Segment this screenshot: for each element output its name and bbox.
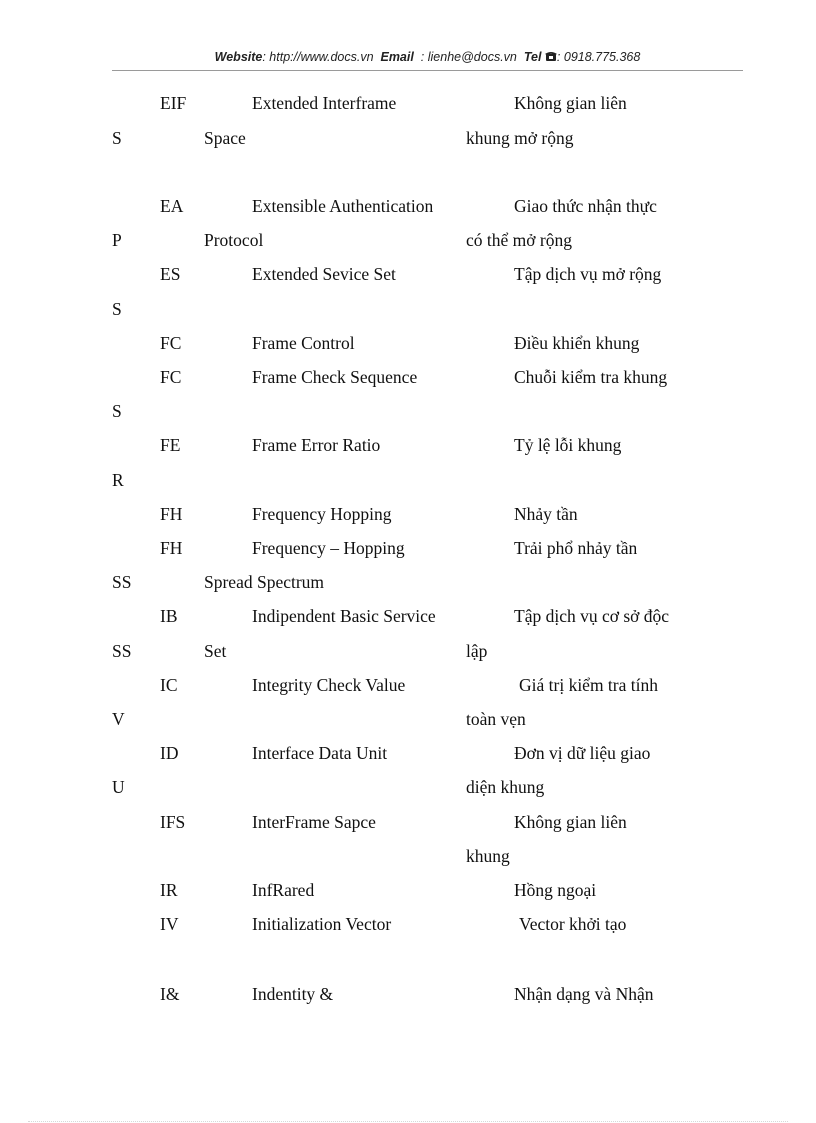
vietnamese-term: Nhận dạng và Nhận — [514, 984, 654, 1004]
vietnamese-continuation: toàn vẹn — [466, 709, 526, 729]
vietnamese-term: Vector khởi tạo — [519, 914, 627, 934]
vietnamese-term: Không gian liên — [514, 93, 627, 113]
vietnamese-term: Tập dịch vụ cơ sở độc — [514, 606, 670, 626]
vietnamese-term: Nhảy tần — [514, 504, 578, 524]
vietnamese-continuation: diện khung — [466, 777, 545, 797]
english-term: Frequency – Hopping — [252, 538, 405, 558]
abbr-continuation: P — [112, 230, 122, 250]
abbr-cell: IC — [160, 675, 178, 695]
english-continuation: Space — [204, 128, 246, 148]
abbr-continuation: V — [112, 709, 125, 729]
english-term: Extensible Authentication — [252, 196, 434, 216]
abbr-cell: IB — [160, 606, 178, 626]
english-term: Frequency Hopping — [252, 504, 392, 524]
abbr-cell: EIF — [160, 93, 187, 113]
vietnamese-term: Điều khiển khung — [514, 333, 640, 353]
tel-value: : 0918.775.368 — [556, 50, 641, 64]
abbr-cell: FE — [160, 435, 181, 455]
english-term: Interface Data Unit — [252, 743, 388, 763]
vietnamese-continuation: khung mở rộng — [466, 128, 574, 148]
english-continuation: Protocol — [204, 230, 264, 250]
english-term: Frame Error Ratio — [252, 435, 381, 455]
vietnamese-continuation: lập — [466, 641, 488, 661]
abbr-cell: EA — [160, 196, 184, 216]
english-term: Indipendent Basic Service — [252, 606, 436, 626]
vietnamese-continuation: có thể mở rộng — [466, 230, 572, 250]
phone-icon — [545, 51, 557, 65]
abbr-cell: IV — [160, 914, 179, 934]
page-bottom-divider — [28, 1121, 788, 1122]
abbr-continuation: U — [112, 777, 125, 797]
abbr-cell: FC — [160, 367, 182, 387]
english-term: Frame Control — [252, 333, 355, 353]
abbr-cell: ID — [160, 743, 179, 763]
english-continuation: Set — [204, 641, 227, 661]
abbr-continuation: R — [112, 470, 124, 490]
abbr-continuation: S — [112, 128, 122, 148]
english-term: Extended Sevice Set — [252, 264, 396, 284]
page-header — [112, 50, 743, 65]
abbr-continuation: SS — [112, 572, 132, 592]
abbr-cell: ES — [160, 264, 181, 284]
abbr-continuation: SS — [112, 641, 132, 661]
english-term: Indentity & — [252, 984, 334, 1004]
abbr-continuation: S — [112, 299, 122, 319]
abbr-cell: FH — [160, 504, 183, 524]
abbr-cell: FC — [160, 333, 182, 353]
website-value: : http://www.docs.vn — [262, 50, 374, 64]
email-label: Email — [380, 50, 414, 64]
english-term: Frame Check Sequence — [252, 367, 418, 387]
english-continuation: Spread Spectrum — [204, 572, 325, 592]
vietnamese-term: Trải phổ nhảy tần — [514, 538, 638, 558]
header-divider — [112, 70, 743, 71]
tel-label: Tel — [523, 50, 542, 64]
vietnamese-term: Giá trị kiểm tra tính — [519, 675, 658, 695]
abbr-continuation: S — [112, 401, 122, 421]
abbr-cell: FH — [160, 538, 183, 558]
vietnamese-term: Hồng ngoại — [514, 880, 597, 900]
abbr-cell: IFS — [160, 812, 186, 832]
vietnamese-term: Không gian liên — [514, 812, 627, 832]
email-value: : lienhe@docs.vn — [420, 50, 517, 64]
vietnamese-term: Giao thức nhận thực — [514, 196, 657, 216]
abbr-cell: IR — [160, 880, 178, 900]
abbr-cell: I& — [160, 984, 180, 1004]
vietnamese-term: Đơn vị dữ liệu giao — [514, 743, 651, 763]
english-term: InterFrame Sapce — [252, 812, 376, 832]
vietnamese-continuation: khung — [466, 846, 510, 866]
vietnamese-term: Tập dịch vụ mở rộng — [514, 264, 662, 284]
website-label: Website — [214, 50, 263, 64]
english-term: Initialization Vector — [252, 914, 392, 934]
english-term: Extended Interframe — [252, 93, 397, 113]
vietnamese-term: Tỷ lệ lỗi khung — [514, 435, 622, 455]
vietnamese-term: Chuỗi kiểm tra khung — [514, 367, 668, 387]
english-term: InfRared — [252, 880, 315, 900]
english-term: Integrity Check Value — [252, 675, 406, 695]
